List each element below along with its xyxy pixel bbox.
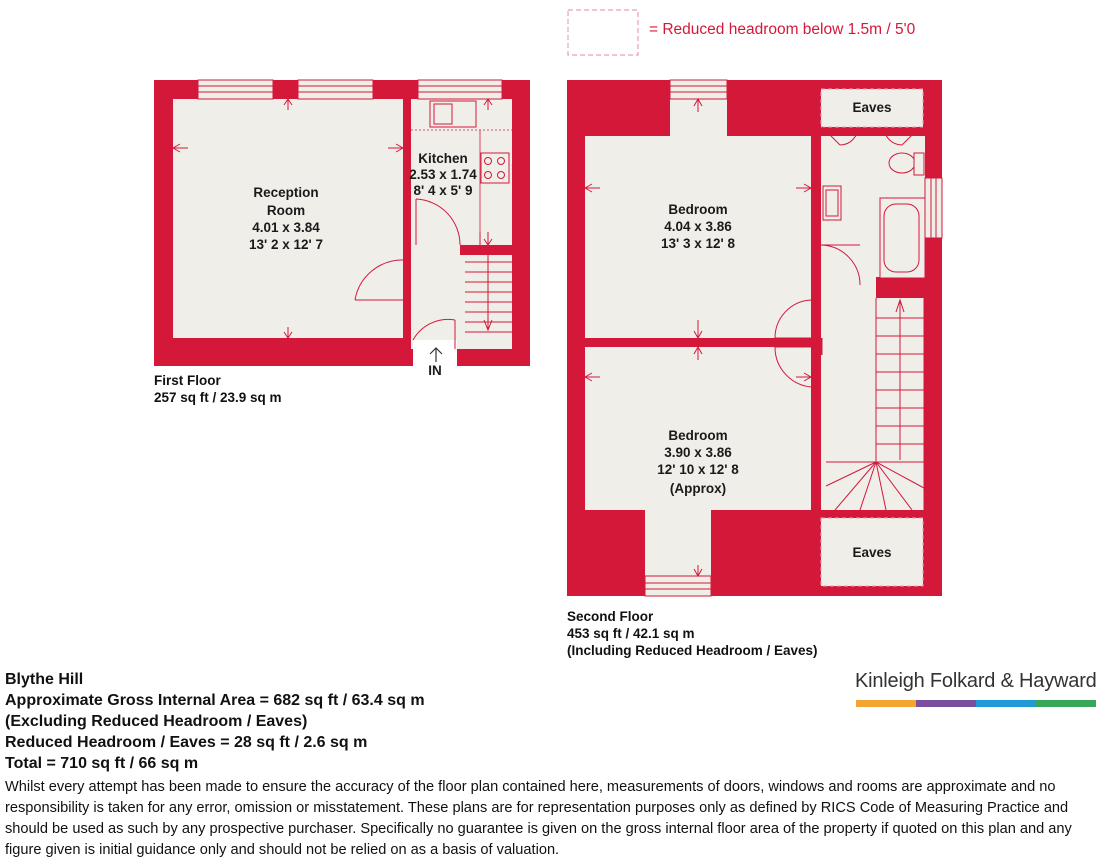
bedroom-1-metric: 4.04 x 3.86 xyxy=(664,219,732,234)
second-floor-title: Second Floor xyxy=(567,609,654,624)
bath-icon xyxy=(880,198,925,278)
bedroom-2-window xyxy=(645,576,711,596)
bedroom-2-note: (Approx) xyxy=(669,481,727,496)
second-floor-area: 453 sq ft / 42.1 sq m xyxy=(567,626,695,641)
brand-logo-text: Kinleigh Folkard & Hayward xyxy=(855,670,1097,692)
reception-window-right xyxy=(298,80,373,99)
first-floor-area: 257 sq ft / 23.9 sq m xyxy=(154,390,282,405)
bedroom-1-imperial: 13' 3 x 12' 8 xyxy=(661,236,735,251)
reception-room-area xyxy=(173,99,403,338)
hob-icon xyxy=(481,153,509,183)
brand-bar-segment xyxy=(1036,700,1096,707)
eaves-bottom-label: Eaves xyxy=(852,545,892,560)
reduced-headroom-area: Reduced Headroom / Eaves = 28 sq ft / 2.6 sq m xyxy=(5,734,368,751)
legend-text: = Reduced headroom below 1.5m / 5'0 xyxy=(649,21,916,38)
kitchen-metric: 2.53 x 1.74 xyxy=(409,167,477,182)
bedroom-2-imperial: 12' 10 x 12' 8 xyxy=(657,462,739,477)
brand-bar-segment xyxy=(856,700,916,707)
landing-area xyxy=(821,245,876,510)
entrance-label: IN xyxy=(428,363,442,378)
first-floor-title: First Floor xyxy=(154,373,221,388)
brand-color-bar xyxy=(856,700,1096,707)
reception-metric: 4.01 x 3.84 xyxy=(252,220,320,235)
property-name: Blythe Hill xyxy=(5,671,84,688)
reception-window-left xyxy=(198,80,273,99)
bedroom-2-name: Bedroom xyxy=(668,428,728,443)
total-area: Total = 710 sq ft / 66 sq m xyxy=(5,755,199,772)
brand-bar-segment xyxy=(916,700,976,707)
bedroom-2-metric: 3.90 x 3.86 xyxy=(664,445,732,460)
bedroom-1-name: Bedroom xyxy=(668,202,728,217)
hall-area xyxy=(411,245,460,349)
kitchen-sink-icon xyxy=(430,101,476,127)
reception-name-line2: Room xyxy=(266,203,306,218)
second-floor-note: (Including Reduced Headroom / Eaves) xyxy=(567,643,818,658)
second-floor-caption xyxy=(567,608,818,659)
first-floor-caption xyxy=(154,372,282,406)
brand-bar-segment xyxy=(976,700,1036,707)
excluding-note: (Excluding Reduced Headroom / Eaves) xyxy=(5,713,308,730)
property-info xyxy=(5,669,425,774)
eaves-top-label: Eaves xyxy=(852,100,892,115)
reception-imperial: 13' 2 x 12' 7 xyxy=(249,237,323,252)
disclaimer: Whilst every attempt has been made to ensure the accuracy of the floor plan contained here, measurements of doors, windows and rooms are approximate and no responsibility is taken for any error, omission or misstatement. These plans are for representation purposes only as defined by RICS Code of Measuring Practice and should be used as such by any prospective purchaser. Specifically no guarantee is given on the gross internal floor area of the property if quoted on this plan and any figure given is initial guidance only and should not be relied on as a basis of valuation. xyxy=(5,779,1072,858)
kitchen-name: Kitchen xyxy=(418,151,468,166)
kitchen-imperial: 8' 4 x 5' 9 xyxy=(413,183,473,198)
bedroom-1-window xyxy=(670,80,727,99)
kitchen-window xyxy=(418,80,502,99)
gross-area: Approximate Gross Internal Area = 682 sq ft / 63.4 sq m xyxy=(5,692,425,709)
second-floor-plan xyxy=(567,80,942,596)
legend-reduced-headroom-box xyxy=(568,10,638,55)
reception-name-line1: Reception xyxy=(253,185,319,200)
toilet-icon xyxy=(889,153,915,173)
first-floor-plan xyxy=(154,80,530,378)
bathroom-window xyxy=(925,178,942,238)
